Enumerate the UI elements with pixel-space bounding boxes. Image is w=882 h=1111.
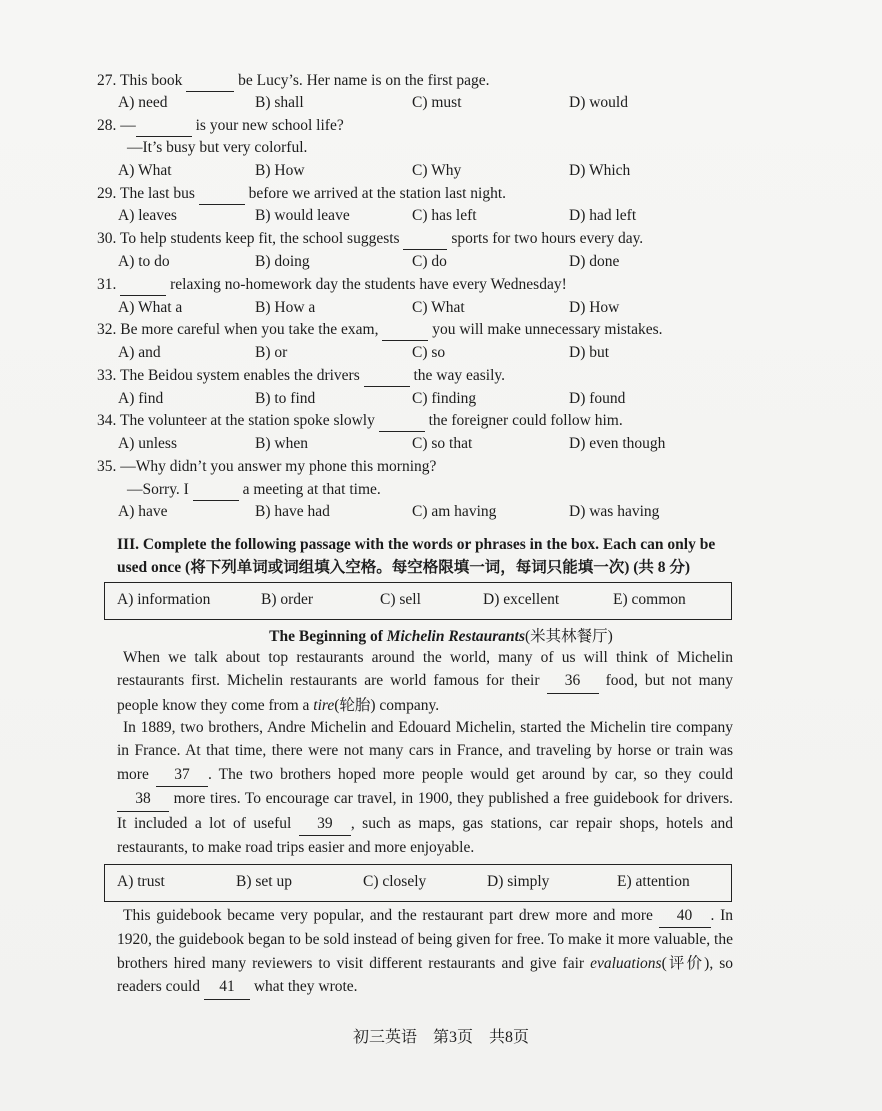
paragraph-3: This guidebook became very popular, and the restaurant part drew more and more 40 . In 1920, the guidebook began to be sold instead of being given for free. To make it more valuable, the brothers hired many reviewers to visit different restaurants and give fair evaluations(评价), so readers could 41 what they wrote. [117,904,733,1000]
option[interactable]: A) have [118,503,168,520]
blank-36[interactable]: 36 [547,669,599,693]
question-30: 30. To help students keep fit, the school suggests sports for two hours every day. [97,229,643,250]
question-28: 28. — is your new school life? [97,116,344,137]
option[interactable]: C) finding [412,390,477,407]
option[interactable]: C) so that [412,435,473,452]
question-29: 29. The last bus before we arrived at the station last night. [97,184,506,205]
page-footer [0,1024,882,1047]
answer-blank[interactable] [120,275,166,296]
answer-blank[interactable] [186,71,234,92]
word-option: C) closely [363,873,427,890]
blank-38[interactable]: 38 [117,787,169,811]
option[interactable]: A) find [118,390,164,407]
option[interactable]: D) but [569,344,610,361]
question-35: 35. —Why didn’t you answer my phone this morning? [97,458,437,475]
option[interactable]: C) must [412,94,462,111]
option[interactable]: D) was having [569,503,660,520]
answer-blank[interactable] [379,411,425,432]
passage-title: The Beginning of Michelin Restaurants(米其林餐厅) [269,628,613,645]
answer-blank[interactable] [199,184,245,205]
section-heading: III. Complete the following passage with the words or phrases in the box. Each can only be used once (将下列单词或词组填入空格。每空格限填一词，每词只能填一次) (共 8 分) [117,536,716,576]
option[interactable]: D) done [569,253,620,270]
option[interactable]: D) Which [569,162,631,179]
blank-39[interactable]: 39 [299,812,351,836]
question-32: 32. Be more careful when you take the exam, you will make unnecessary mistakes. [97,320,663,341]
word-option: D) excellent [483,591,560,608]
option[interactable]: D) How [569,299,620,316]
blank-37[interactable]: 37 [156,763,208,787]
option[interactable]: B) How a [255,299,316,316]
paragraph-1: When we talk about top restaurants around the world, many of us will think of Michelin restaurants first. Michelin restaurants are world famous for their 36 food, but not many people know they come from a tire(轮胎) company. [117,649,734,714]
question-28-reply: —It’s busy but very colorful. [127,139,308,156]
footer-subject: 初三英语 [352,1029,417,1046]
option[interactable]: B) have had [255,503,330,520]
option[interactable]: B) How [255,162,305,179]
option[interactable]: A) leaves [118,207,177,224]
word-option: A) information [117,591,211,608]
word-box-2 [104,864,732,902]
option[interactable]: B) doing [255,253,310,270]
option[interactable]: A) What a [118,299,183,316]
option[interactable]: C) What [412,299,465,316]
option[interactable]: D) would [569,94,628,111]
option[interactable]: D) even though [569,435,666,452]
option[interactable]: C) has left [412,207,477,224]
option[interactable]: A) to do [118,253,170,270]
answer-blank[interactable] [364,366,410,387]
question-33: 33. The Beidou system enables the drivers the way easily. [97,366,505,387]
option[interactable]: B) to find [255,390,316,407]
option[interactable]: C) so [412,344,446,361]
answer-blank[interactable] [193,480,239,501]
option[interactable]: B) when [255,435,308,452]
question-27: 27. This book be Lucy’s. Her name is on the first page. [97,71,490,92]
option[interactable]: A) unless [118,435,177,452]
word-option: B) set up [236,873,292,890]
answer-blank[interactable] [403,229,447,250]
word-option: C) sell [380,591,421,608]
option[interactable]: B) or [255,344,288,361]
option[interactable]: B) shall [255,94,304,111]
footer-total: 共8页 [489,1029,530,1046]
word-option: E) attention [617,873,690,890]
blank-40[interactable]: 40 [659,904,711,928]
word-option: B) order [261,591,314,608]
option[interactable]: B) would leave [255,207,350,224]
footer-page: 第3页 [432,1029,473,1046]
blank-41[interactable]: 41 [204,975,250,999]
answer-blank[interactable] [382,320,428,341]
question-35-reply: —Sorry. I a meeting at that time. [127,480,381,501]
option[interactable]: A) What [118,162,172,179]
option[interactable]: A) and [118,344,161,361]
word-option: D) simply [487,873,550,890]
option[interactable]: D) had left [569,207,637,224]
word-option: A) trust [117,873,165,890]
word-box-1 [104,582,732,620]
option[interactable]: C) am having [412,503,497,520]
option[interactable]: C) do [412,253,447,270]
question-34: 34. The volunteer at the station spoke slowly the foreigner could follow him. [97,411,623,432]
answer-blank[interactable] [136,116,192,137]
option[interactable]: D) found [569,390,626,407]
question-31: 31. relaxing no-homework day the students have every Wednesday! [97,275,567,296]
word-option: E) common [613,591,686,608]
option[interactable]: A) need [118,94,168,111]
paragraph-2: In 1889, two brothers, Andre Michelin and Edouard Michelin, started the Michelin tire company in France. At that time, there were not many cars in France, and traveling by horse or train was more 37 . The two brothers hoped more people would get around by car, so they could 38 more tires. To encourage car travel, in 1900, they published a free guidebook for drivers. It included a lot of useful 39 , such as maps, gas stations, car repair shops, hotels and restaurants, to make road trips easier and more enjoyable. [117,719,734,857]
option[interactable]: C) Why [412,162,462,179]
